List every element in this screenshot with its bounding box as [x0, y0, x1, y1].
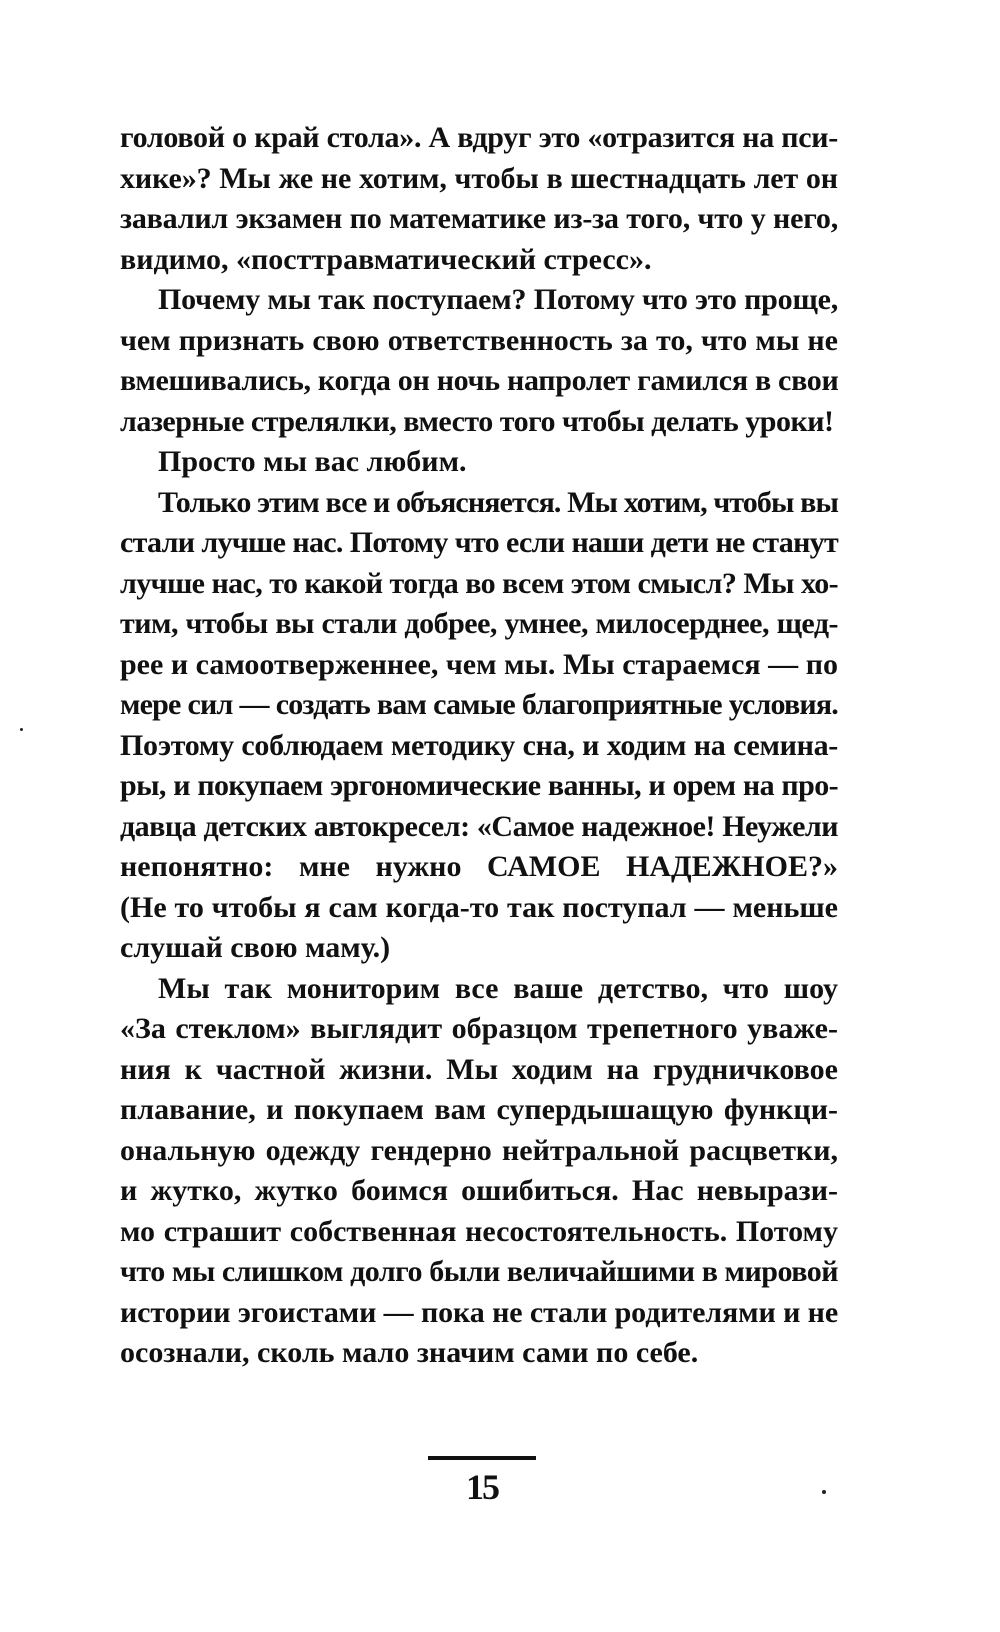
text-line: завалил экзамен по математике из-за того, что у него, — [120, 202, 838, 235]
text-line: мо страшит собственная несостоятельность. Потому — [120, 1214, 838, 1248]
text-line: плавание, и покупаем вам супердышащую функци- — [120, 1093, 838, 1126]
text-line: слушай свою маму.) — [120, 931, 391, 964]
text-line: и жутко, жутко боимся ошибиться. Нас невырази- — [120, 1174, 838, 1207]
text-line: давца детских автокресел: «Самое надежное! Неужели — [120, 809, 838, 843]
text-line: чем признать свою ответственность за то, что мы не — [120, 323, 838, 357]
footer-rule — [428, 1456, 536, 1460]
text-line: Почему мы так поступаем? Потому что это проще, — [158, 283, 838, 316]
text-line: тим, чтобы вы стали добрее, умнее, милосерднее, щед- — [120, 607, 838, 640]
text-line: мере сил — создать вам самые благоприятные условия. — [120, 688, 838, 721]
text-line: Просто мы вас любим. — [158, 445, 467, 478]
text-line: Поэтому соблюдаем методику сна, и ходим на семина- — [120, 728, 838, 762]
text-line: ональную одежду гендерно нейтральной расцветки, — [120, 1133, 838, 1167]
text-line: головой о край стола». А вдруг это «отразится на пси- — [120, 121, 838, 154]
text-line: вмешивались, когда он ночь напролет гамился в свои — [120, 364, 839, 397]
text-line: хике»? Мы же не хотим, чтобы в шестнадцать лет он — [120, 161, 838, 195]
text-line: ния к частной жизни. Мы ходим на грудничковое — [120, 1052, 838, 1086]
text-line: осознали, сколь мало значим сами по себе. — [120, 1336, 699, 1369]
text-line: стали лучше нас. Потому что если наши дети не станут — [120, 526, 838, 559]
text-line: (Не то чтобы я сам когда-то так поступал — меньше — [120, 890, 838, 924]
text-line: ры, и покупаем эргономические ванны, и орем на про- — [120, 769, 838, 802]
text-line: истории эгоистами — пока не стали родителями и не — [120, 1295, 839, 1329]
text-line: «За стеклом» выглядит образцом трепетного уваже- — [120, 1012, 838, 1045]
page-number: 15 — [466, 1467, 498, 1507]
text-line: лучше нас, то какой тогда во всем этом смысл? Мы хо- — [120, 566, 838, 600]
text-line: лазерные стрелялки, вместо того чтобы делать уроки! — [120, 404, 834, 438]
text-line: Только этим все и объясняется. Мы хотим, чтобы вы — [158, 485, 838, 519]
text-line: непонятно: мне нужно САМОЕ НАДЕЖНОЕ?» — [120, 850, 838, 883]
text-line: видимо, «посттравматический стресс». — [120, 242, 652, 276]
body-text — [120, 118, 838, 1374]
text-line: что мы слишком долго были величайшими в мировой — [120, 1255, 838, 1288]
print-speck — [20, 728, 23, 731]
print-speck — [822, 1490, 826, 1494]
text-line: рее и самоотверженнее, чем мы. Мы стараемся — по — [120, 647, 838, 681]
text-line: Мы так мониторим все ваше детство, что шоу — [158, 971, 838, 1005]
